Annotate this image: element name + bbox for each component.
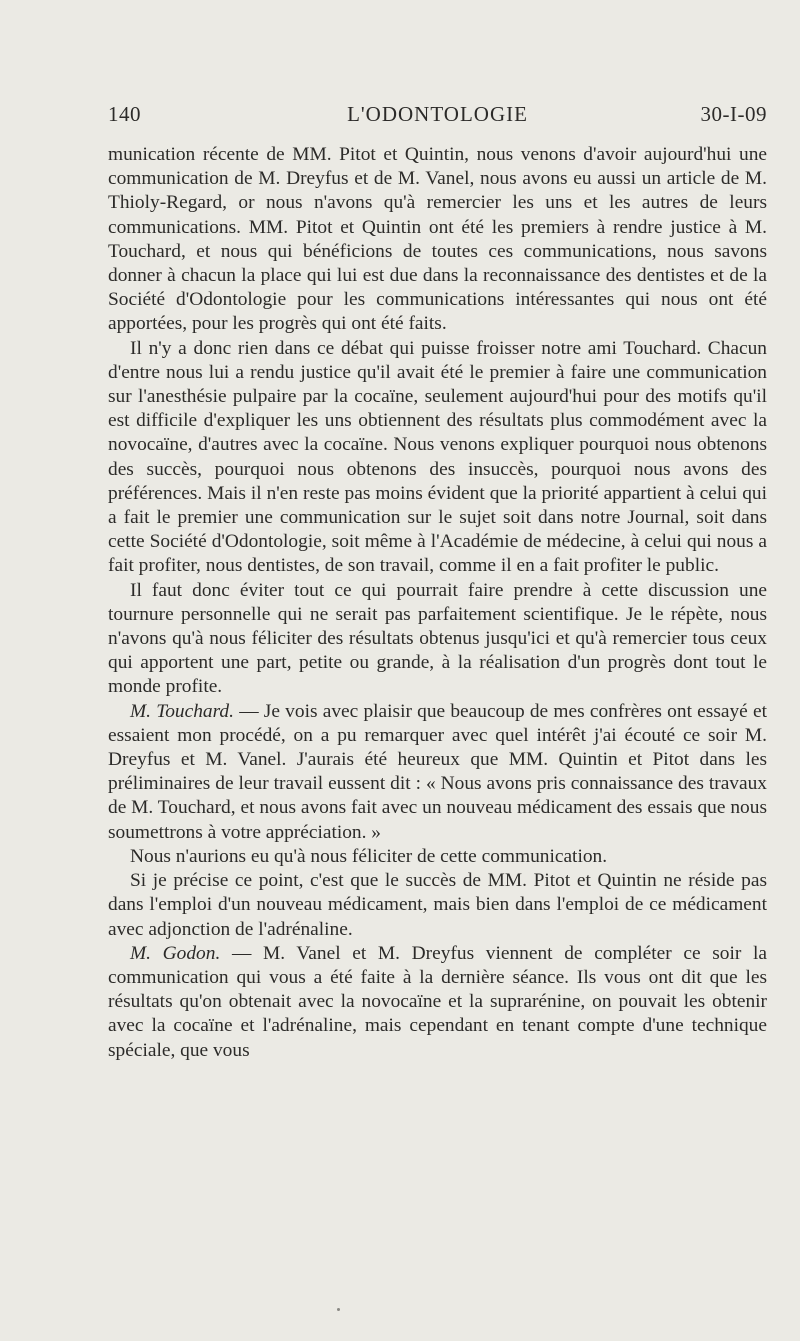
paragraph: [108, 869, 767, 942]
paragraph-text: Nous n'aurions eu qu'à nous féliciter de cette communication.: [130, 845, 608, 867]
paragraph-text: Il n'y a donc rien dans ce débat qui puisse froisser notre ami Touchard. Chacun d'entre nous lui a rendu justice qu'il avait été le premier à faire une communication sur l'anesthésie pulpaire par la cocaïne, seulement aujourd'hui pour des motifs qu'il est difficile d'expliquer les uns obtiennent des résultats plus commodément avec la novocaïne, d'autres avec la cocaïne. Nous venons expliquer pourquoi nous obtenons des succès, pourquoi nous obtenons des insuccès, pourquoi nous avons des préférences. Mais il n'en reste pas moins évident que la priorité appartient à celui qui a fait le premier une communication sur le sujet soit dans notre Journal, soit dans cette Société d'Odontologie, soit même à l'Académie de médecine, à celui qui nous a fait profiter, nous dentistes, de son travail, comme il en a fait profiter le public.: [108, 337, 767, 577]
page-number: 140: [108, 102, 141, 126]
paragraph-text: — Je vois avec plaisir que beaucoup de mes confrères ont essayé et essaient mon procédé, on a pu remarquer avec quel intérêt j'ai écouté ce soir M. Dreyfus et M. Vanel. J'aurais été heureux que MM. Quintin et Pitot dans les préliminaires de leur travail eussent dit : « Nous avons pris connaissance des travaux de M. Touchard, et nous avons fait avec un nouveau médicament des essais que nous soumettrons à votre appréciation. »: [108, 700, 767, 843]
paragraph: [108, 143, 767, 337]
paragraph-text: Si je précise ce point, c'est que le succès de MM. Pitot et Quintin ne réside pas dans l'emploi d'un nouveau médicament, mais bien dans l'emploi de ce médicament avec adjonction de l'adrénaline.: [108, 870, 767, 940]
running-head: [108, 102, 767, 132]
paragraph: [108, 942, 767, 1063]
paragraph: [108, 579, 767, 700]
paragraph: [108, 700, 767, 845]
issue-date: 30-I-09: [700, 102, 767, 126]
paragraph-text: Il faut donc éviter tout ce qui pourrait faire prendre à cette discussion une tournure personnelle qui ne serait pas parfaitement scientifique. Je le répète, nous n'avons qu'à nous féliciter des résultats obtenus jusqu'ici et qu'à remercier tous ceux qui apportent une part, petite ou grande, à la réalisation d'un progrès dont tout le monde profite.: [108, 579, 767, 698]
paragraph: [108, 845, 767, 869]
paragraph-text: munication récente de MM. Pitot et Quintin, nous venons d'avoir aujourd'hui une communication de M. Dreyfus et de M. Vanel, nous avons eu aussi un article de M. Thioly-Regard, or nous n'avons qu'à remercier les uns et les autres de leurs communications. MM. Pitot et Quintin ont été les premiers à rendre justice à M. Touchard, et nous qui bénéficions de toutes ces communications, nous savons donner à chacun la place qui lui est due dans la reconnaissance des dentistes et de la Société d'Odontologie pour les communications intéressantes qui nous ont été apportées, pour les progrès qui ont été faits.: [108, 144, 767, 335]
speaker-name: M. Touchard.: [130, 700, 234, 722]
paper-speck: [337, 1308, 340, 1311]
body-text: [108, 143, 767, 1063]
speaker-name: M. Godon.: [130, 942, 221, 964]
paragraph: [108, 337, 767, 579]
paragraph-text: — M. Vanel et M. Dreyfus viennent de compléter ce soir la communication qui vous a été faite à la dernière séance. Ils vous ont dit que les résultats qu'on obtenait avec la novocaïne et la suprarénine, on pouvait les obtenir avec la cocaïne et l'adrénaline, mais cependant en tenant compte d'une technique spéciale, que vous: [108, 942, 768, 1061]
journal-title: L'ODONTOLOGIE: [347, 102, 528, 126]
